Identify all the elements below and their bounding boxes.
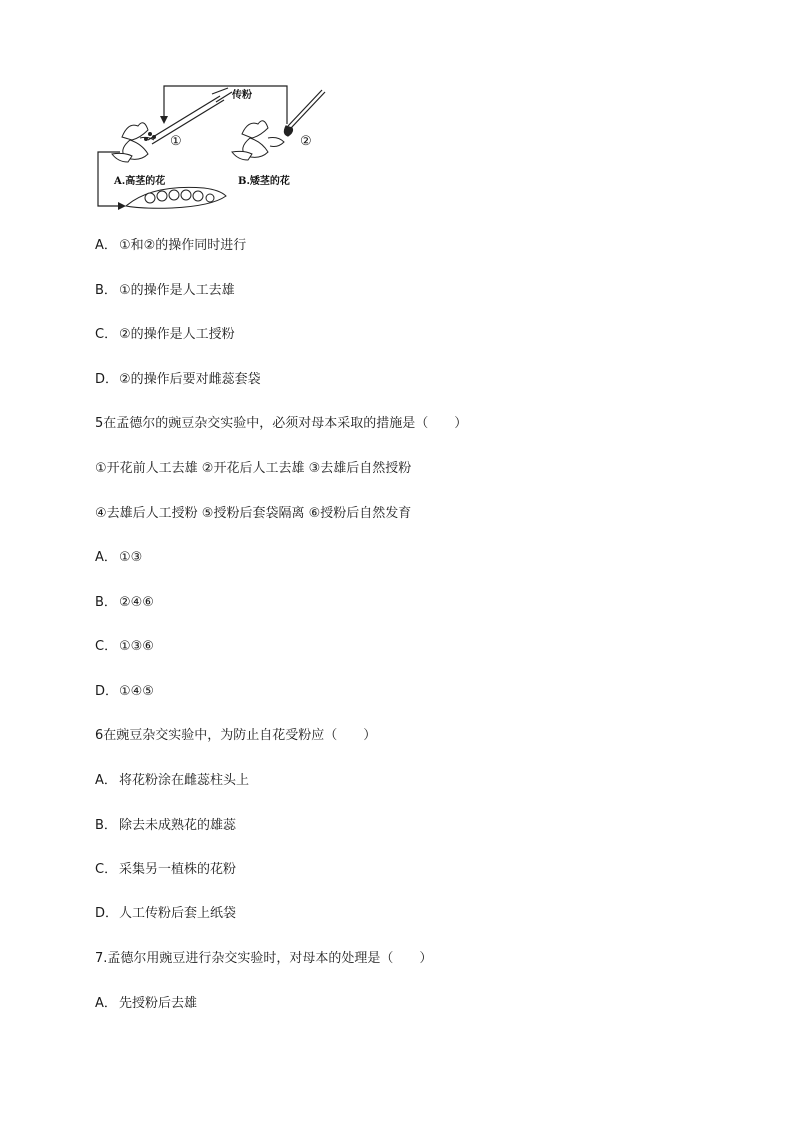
- option-text: ①的操作是人工去雄: [119, 283, 235, 298]
- q4-option-a[interactable]: [95, 237, 246, 255]
- option-letter: B．: [95, 595, 117, 610]
- pea-cross-illustration: [92, 82, 332, 210]
- option-text: 采集另一植株的花粉: [119, 862, 237, 877]
- q6-option-c[interactable]: [95, 861, 236, 879]
- option-text: ②④⑥: [119, 595, 154, 610]
- option-letter: B．: [95, 818, 117, 833]
- transfer-label: 传粉: [232, 90, 252, 101]
- option-letter: A．: [95, 238, 117, 253]
- q5-choices-line-2: ④去雄后人工授粉 ⑤授粉后套袋隔离 ⑥授粉后自然发育: [95, 506, 412, 521]
- q4-option-c[interactable]: [95, 326, 235, 344]
- option-text: 先授粉后去雄: [119, 996, 198, 1011]
- step-1-label: ①: [170, 134, 182, 149]
- option-letter: D．: [95, 684, 119, 699]
- q5-option-d[interactable]: [95, 683, 154, 701]
- option-letter: C．: [95, 639, 118, 654]
- option-text: 人工传粉后套上纸袋: [119, 906, 237, 921]
- tall-flower-label: A.高茎的花: [114, 176, 166, 187]
- short-flower-label: B.矮茎的花: [238, 176, 290, 187]
- q5-stem: 5在孟德尔的豌豆杂交实验中，必须对母本采取的措施是（ ）: [95, 416, 468, 431]
- q4-option-b[interactable]: [95, 282, 235, 300]
- option-text: ①和②的操作同时进行: [119, 238, 247, 253]
- option-letter: D．: [95, 372, 119, 387]
- q5-option-a[interactable]: [95, 549, 142, 567]
- q5-option-b[interactable]: [95, 594, 154, 612]
- q5-option-c[interactable]: [95, 638, 154, 656]
- q7-stem: 7.孟德尔用豌豆进行杂交实验时，对母本的处理是（ ）: [95, 951, 433, 966]
- option-text: ①④⑤: [119, 684, 154, 699]
- option-letter: C．: [95, 327, 118, 342]
- q6-option-a[interactable]: [95, 772, 249, 790]
- option-letter: A．: [95, 996, 117, 1011]
- q6-option-b[interactable]: [95, 817, 236, 835]
- option-text: ①③: [119, 550, 143, 565]
- option-text: ②的操作是人工授粉: [119, 327, 235, 342]
- option-letter: D．: [95, 906, 119, 921]
- step-2-label: ②: [300, 134, 312, 149]
- q6-option-d[interactable]: [95, 905, 236, 923]
- option-letter: A．: [95, 550, 117, 565]
- option-letter: C．: [95, 862, 118, 877]
- pea-cross-figure: [92, 82, 332, 210]
- option-text: ①③⑥: [119, 639, 154, 654]
- option-text: ②的操作后要对雌蕊套袋: [119, 372, 261, 387]
- q4-option-d[interactable]: [95, 371, 261, 389]
- option-text: 将花粉涂在雌蕊柱头上: [119, 773, 250, 788]
- q6-stem: 6在豌豆杂交实验中，为防止自花受粉应（ ）: [95, 728, 377, 743]
- option-letter: A．: [95, 773, 117, 788]
- q5-choices-line-1: ①开花前人工去雄 ②开花后人工去雄 ③去雄后自然授粉: [95, 461, 412, 476]
- q7-option-a[interactable]: [95, 995, 197, 1013]
- option-text: 除去未成熟花的雄蕊: [119, 818, 237, 833]
- option-letter: B．: [95, 283, 117, 298]
